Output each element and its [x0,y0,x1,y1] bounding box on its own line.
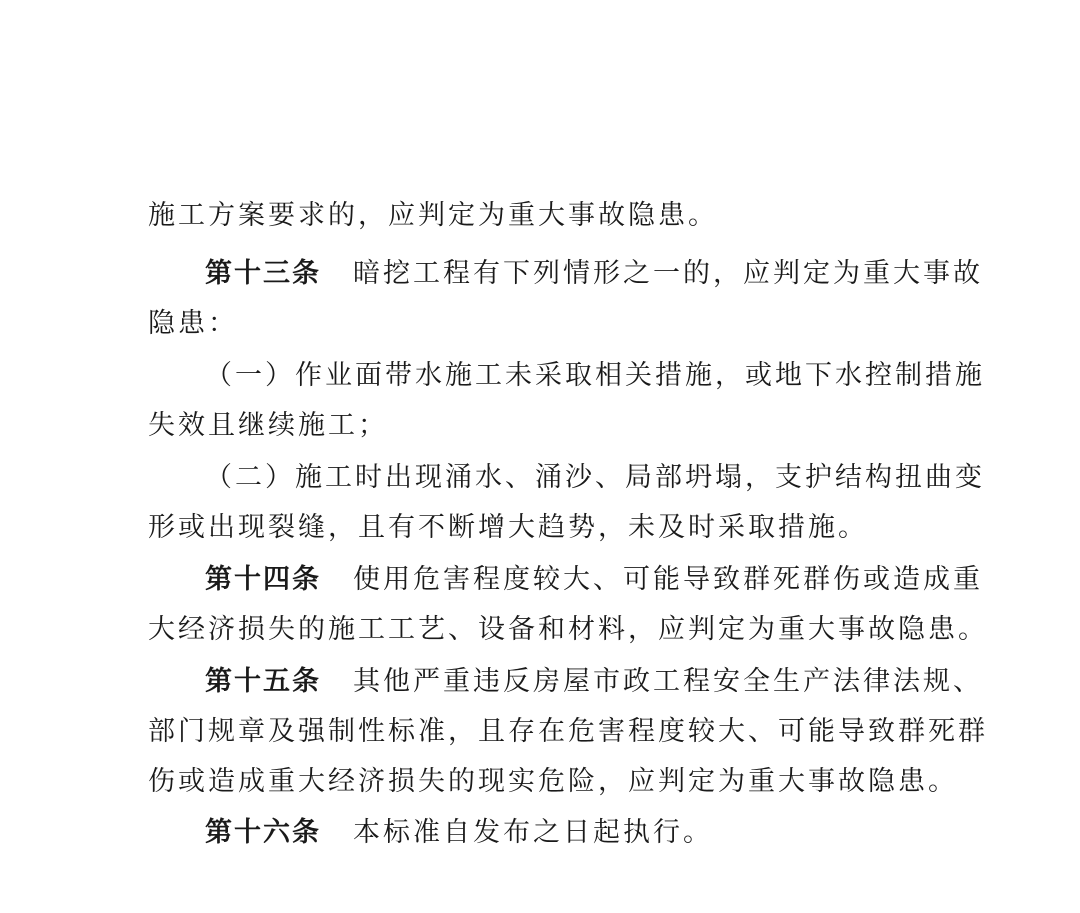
text-line-content: 形或出现裂缝，且有不断增大趋势，未及时采取措施。 [148,512,868,543]
text-line [148,764,958,800]
article-13-heading: 第十三条 [205,258,321,289]
article-15-heading: 第十五条 [205,666,321,697]
article-15-line [205,664,983,700]
article-16-heading: 第十六条 [205,817,321,848]
item-1-line [205,358,985,394]
article-15-text: 其他严重违反房屋市政工程安全生产法律法规、 [353,666,983,697]
text-line-content: 伤或造成重大经济损失的现实危险，应判定为重大事故隐患。 [148,766,958,797]
text-line [148,510,868,546]
text-line-content: 失效且继续施工； [148,410,388,441]
article-14-text: 使用危害程度较大、可能导致群死群伤或造成重 [353,564,983,595]
text-line [148,612,988,648]
article-16-text: 本标准自发布之日起执行。 [353,817,713,848]
article-13-line [205,256,983,292]
text-line [148,408,388,444]
item-2-text: （二）施工时出现涌水、涌沙、局部坍塌，支护结构扭曲变 [205,462,985,493]
text-line-content: 部门规章及强制性标准，且存在危害程度较大、可能导致群死群 [148,716,988,747]
text-line [148,306,238,342]
article-14-line [205,562,983,598]
text-line-content: 隐患： [148,308,238,339]
item-2-line [205,460,985,496]
article-16-line [205,815,713,851]
item-1-text: （一）作业面带水施工未采取相关措施，或地下水控制措施 [205,360,985,391]
text-line-content: 施工方案要求的，应判定为重大事故隐患。 [148,200,718,231]
article-14-heading: 第十四条 [205,564,321,595]
article-13-text: 暗挖工程有下列情形之一的，应判定为重大事故 [353,258,983,289]
text-line [148,198,718,234]
text-line-content: 大经济损失的施工工艺、设备和材料，应判定为重大事故隐患。 [148,614,988,645]
text-line [148,714,988,750]
